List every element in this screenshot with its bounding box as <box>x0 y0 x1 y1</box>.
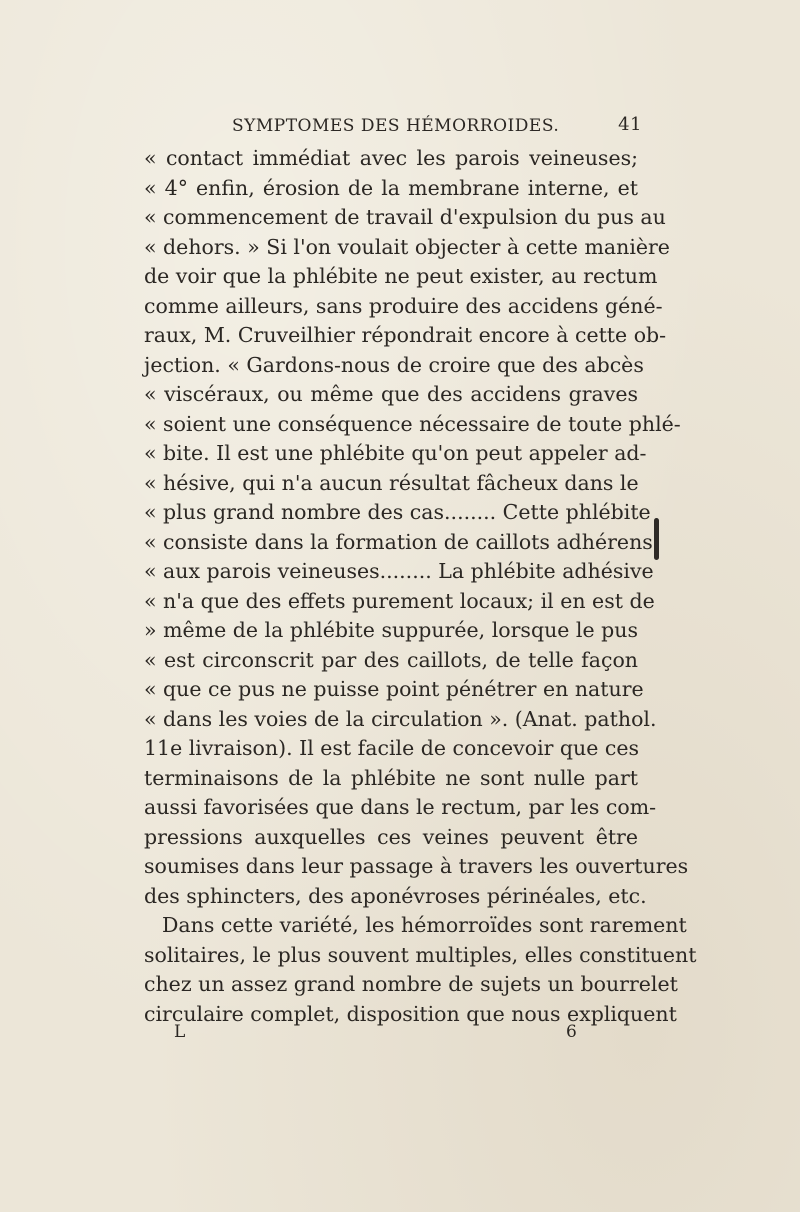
running-title: SYMPTOMES DES HÉMORROIDES. <box>232 116 560 136</box>
text-line: « est circonscrit par des caillots, de telle façon <box>144 647 638 672</box>
text-line: « que ce pus ne puisse point pénétrer en nature <box>144 677 644 701</box>
text-line: « consiste dans la formation de caillots adhérens <box>144 529 653 554</box>
text-line: « bite. Il est une phlébite qu'on peut appeler ad- <box>144 441 647 465</box>
text-line: raux, M. Cruveilhier répondrait encore à cette ob- <box>144 323 667 347</box>
sheet-number: 6 <box>566 1022 577 1042</box>
running-header <box>232 112 642 140</box>
text-line: « plus grand nombre des cas........ Cette phlébite <box>144 500 651 524</box>
text-line: « dans les voies de la circulation ». (Anat. pathol. <box>144 706 657 731</box>
text-line: « soient une conséquence nécessaire de toute phlé- <box>144 411 681 436</box>
text-line: « contact immédiat avec les parois veineuses; <box>144 146 638 170</box>
text-line: jection. « Gardons-nous de croire que des abcès <box>144 352 644 377</box>
text-line: terminaisons de la phlébite ne sont nulle part <box>144 765 638 790</box>
text-line: « commencement de travail d'expulsion du pus au <box>144 205 666 229</box>
text-line: « aux parois veineuses........ La phlébite adhésive <box>144 559 654 583</box>
text-line: 11e livraison). Il est facile de concevoir que ces <box>144 736 640 760</box>
text-line: comme ailleurs, sans produire des accidens géné- <box>144 293 663 318</box>
text-line: solitaires, le plus souvent multiples, elles constituent <box>144 942 697 967</box>
margin-mark <box>654 518 659 560</box>
text-line: pressions auxquelles ces veines peuvent être <box>144 824 638 849</box>
page-number: 41 <box>618 114 642 135</box>
text-line: » même de la phlébite suppurée, lorsque le pus <box>144 618 638 642</box>
text-line: soumises dans leur passage à travers les ouvertures <box>144 854 689 878</box>
text-line: « dehors. » Si l'on voulait objecter à cette manière <box>144 234 670 259</box>
text-line: aussi favorisées que dans le rectum, par les com- <box>144 795 657 819</box>
signature-mark: L <box>174 1022 186 1042</box>
text-line: « viscéraux, ou même que des accidens graves <box>144 382 638 406</box>
text-line: Dans cette variété, les hémorroïdes sont rarement <box>162 913 687 937</box>
body-text <box>144 144 697 1029</box>
text-line: circulaire complet, disposition que nous expliquent <box>144 1001 677 1026</box>
text-line: de voir que la phlébite ne peut exister, au rectum <box>144 264 658 288</box>
text-line: « 4° enfin, érosion de la membrane interne, et <box>144 175 638 200</box>
text-line: des sphincters, des aponévroses périnéales, etc. <box>144 883 647 908</box>
text-line: chez un assez grand nombre de sujets un bourrelet <box>144 972 678 996</box>
text-line: « hésive, qui n'a aucun résultat fâcheux dans le <box>144 470 639 495</box>
text-line: « n'a que des effets purement locaux; il en est de <box>144 588 655 613</box>
